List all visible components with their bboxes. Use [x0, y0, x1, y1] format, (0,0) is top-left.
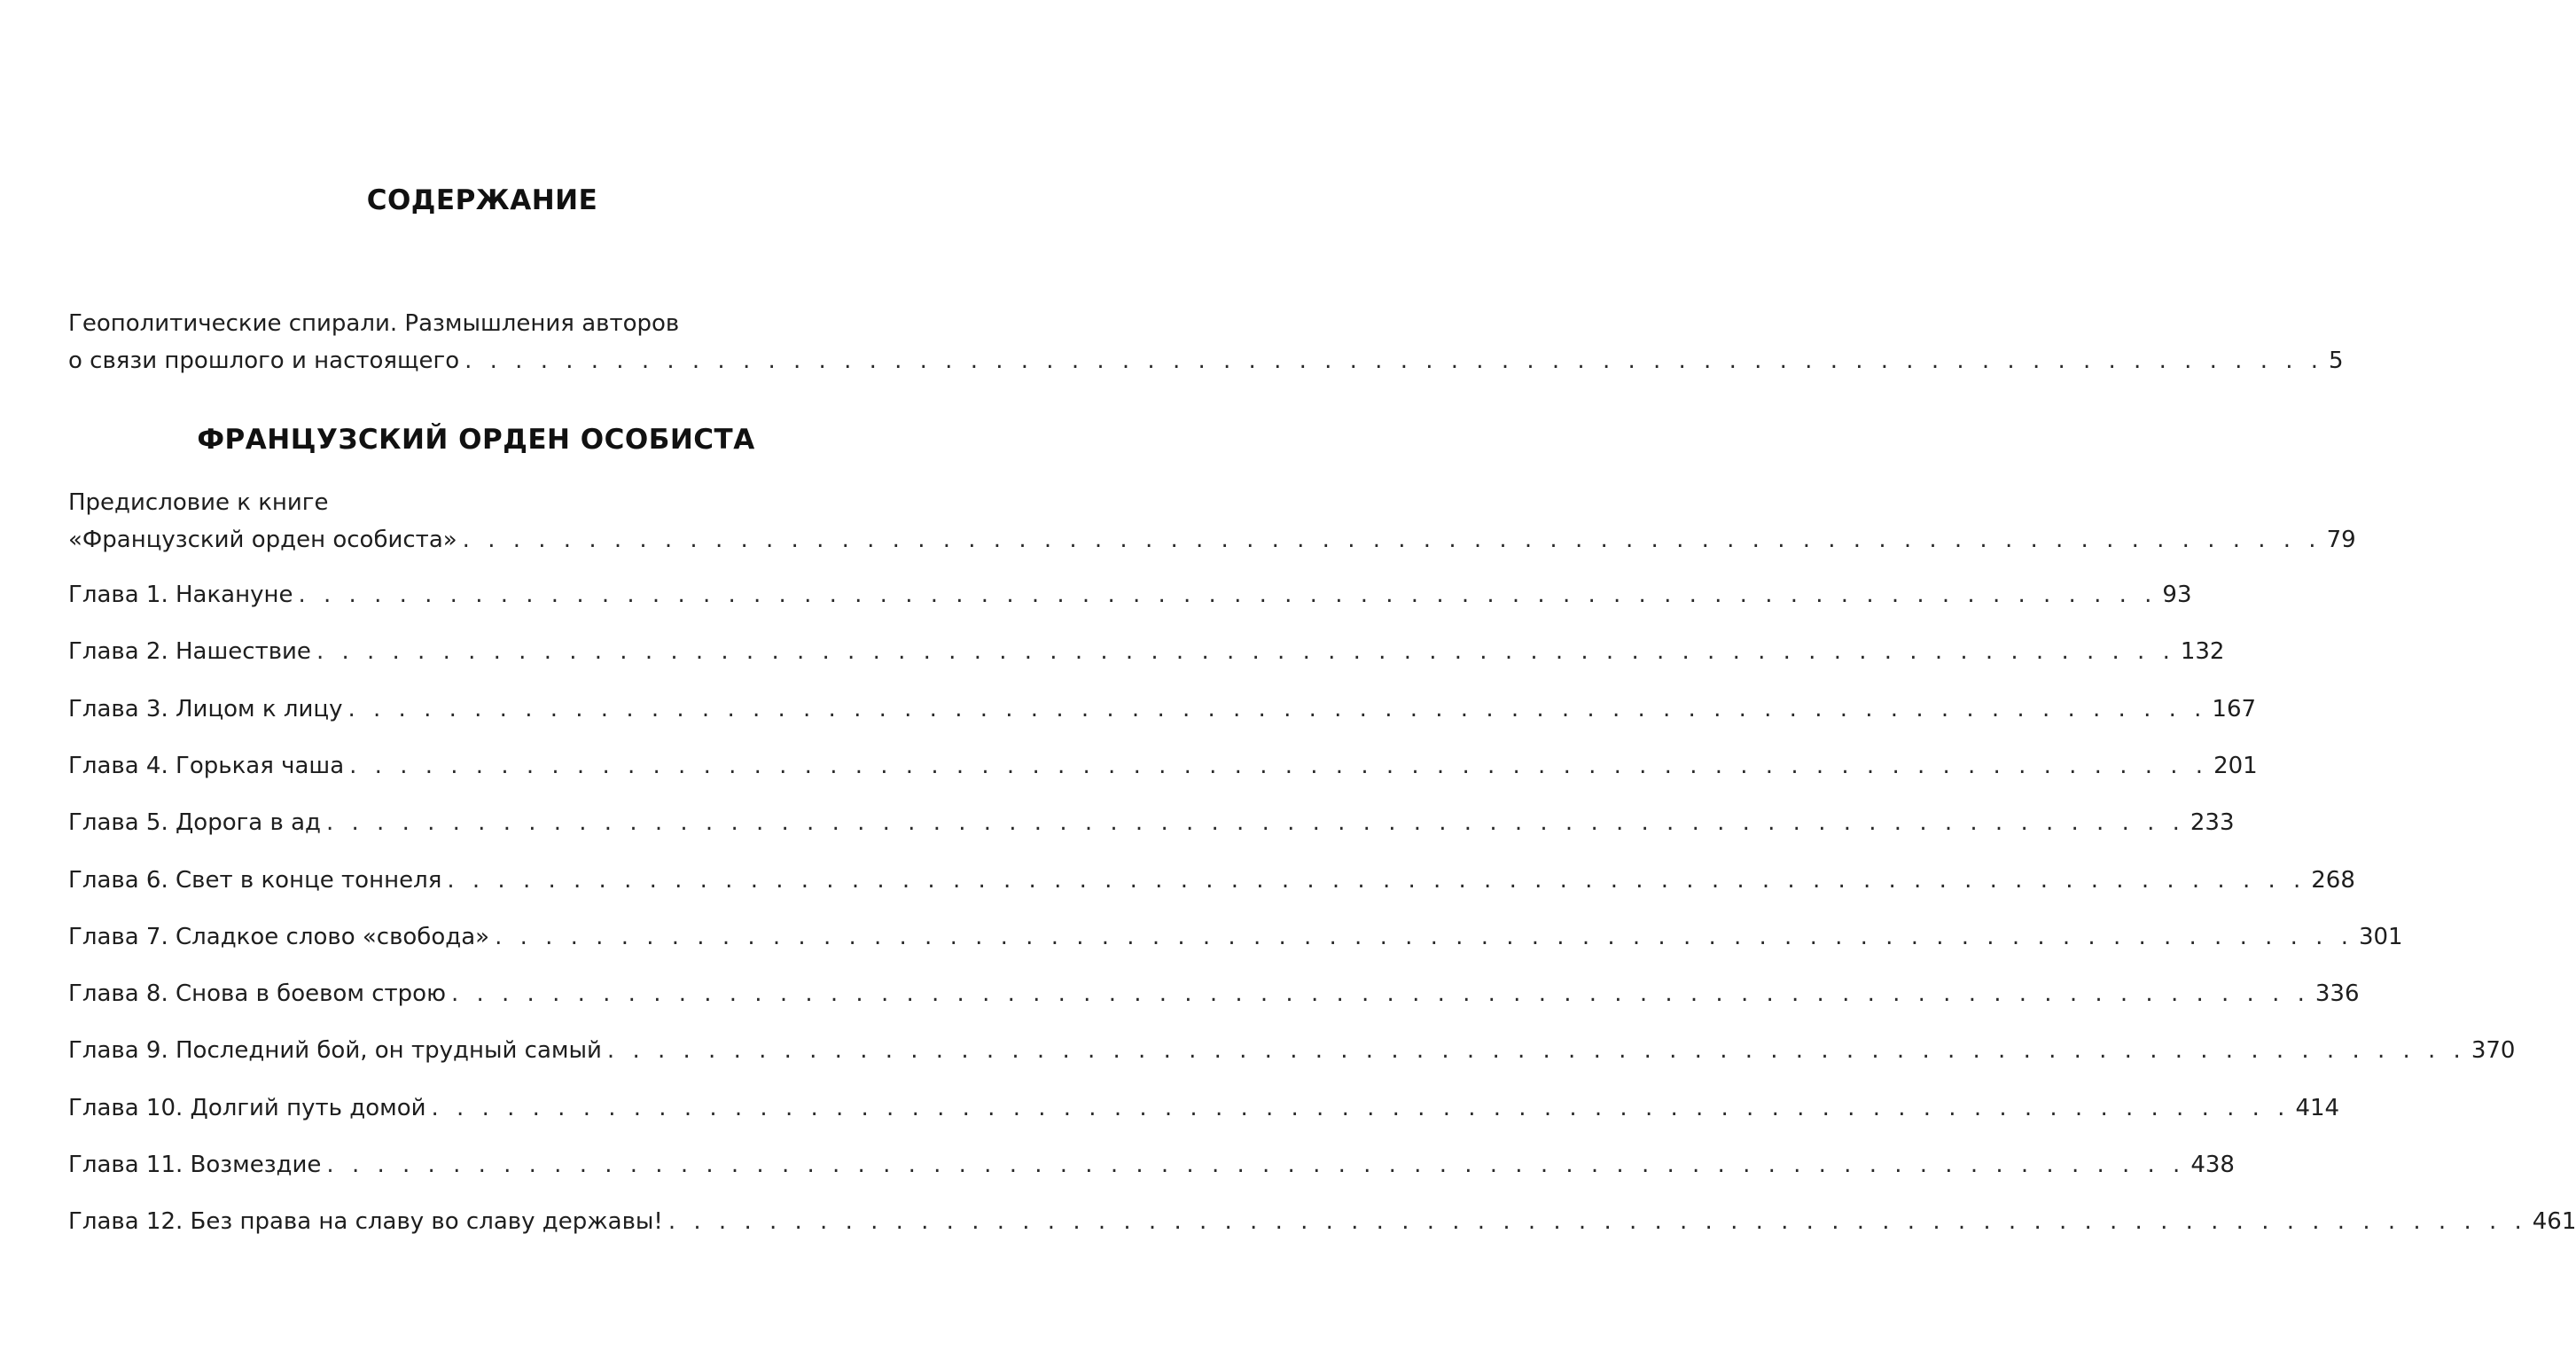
dot-leader: . . . . . . . . . . . . . . . . . . . . . . . . . . . . . . . . . . . . . . . . . . . . . . . . . . . . . . . . . . . . . . . . . . . . . . . . . .: [450, 980, 2310, 1007]
chapter-title: Глава 2. Нашествие: [68, 638, 311, 665]
toc-entry-title-line2: «Французский орден особиста»: [68, 527, 457, 553]
toc-entry-line: [68, 918, 2403, 956]
toc-entry-line: [68, 342, 2344, 379]
chapter-page: 201: [2213, 753, 2258, 779]
chapter-title: Глава 9. Последний бой, он трудный самый: [68, 1037, 602, 1064]
toc-entry-chapter-11[interactable]: [68, 1146, 2235, 1183]
chapter-page: 93: [2162, 582, 2192, 608]
dot-leader: . . . . . . . . . . . . . . . . . . . . . . . . . . . . . . . . . . . . . . . . . . . . . . . . . . . . . . . . . . . . . . . . . . . . . . . . . .: [464, 348, 2324, 374]
toc-entry-line: [68, 1032, 2516, 1069]
chapter-page: 132: [2180, 638, 2225, 665]
toc-entry-chapter-1[interactable]: [68, 576, 2192, 613]
toc-entry-preface[interactable]: [68, 484, 2356, 558]
dot-leader: . . . . . . . . . . . . . . . . . . . . . . . . . . . . . . . . . . . . . . . . . . . . . . . . . . . . . . . . . . . . . . . . . . . . . . . . . .: [667, 1208, 2527, 1235]
toc-title: СОДЕРЖАНИЕ: [366, 184, 598, 216]
toc-entry-line: [68, 691, 2257, 728]
section-title: ФРАНЦУЗСКИЙ ОРДЕН ОСОБИСТА: [197, 424, 755, 456]
toc-entry-line: [68, 1146, 2235, 1183]
toc-entry-intro[interactable]: [68, 305, 2344, 379]
toc-entry-chapter-12[interactable]: [68, 1203, 2576, 1240]
toc-entry-line: [68, 747, 2258, 785]
chapter-title: Глава 4. Горькая чаша: [68, 753, 345, 779]
chapter-page: 414: [2295, 1095, 2340, 1121]
toc-entry-line: [68, 1090, 2340, 1127]
dot-leader: . . . . . . . . . . . . . . . . . . . . . . . . . . . . . . . . . . . . . . . . . . . . . . . . . . . . . . . . . . . . . . . . . . . . . . . . . .: [606, 1037, 2466, 1064]
toc-entry-chapter-2[interactable]: [68, 633, 2225, 670]
toc-entry-line: [68, 975, 2360, 1012]
toc-entry-line: [68, 305, 766, 342]
chapter-title: Глава 11. Возмездие: [68, 1152, 322, 1178]
chapter-title: Глава 5. Дорога в ад: [68, 809, 321, 836]
toc-entry-chapter-4[interactable]: [68, 747, 2258, 785]
toc-entry-chapter-6[interactable]: [68, 862, 2355, 899]
toc-entry-chapter-7[interactable]: [68, 918, 2403, 956]
toc-entry-title-line1: Геополитические спирали. Размышления авторов: [68, 310, 680, 337]
toc-entry-line: [68, 521, 2356, 558]
chapter-title: Глава 6. Свет в конце тоннеля: [68, 867, 442, 894]
toc-entry-line: [68, 862, 2355, 899]
dot-leader: . . . . . . . . . . . . . . . . . . . . . . . . . . . . . . . . . . . . . . . . . . . . . . . . . . . . . . . . . . . . . . . . . . . . . . . . . .: [326, 1152, 2186, 1178]
chapter-title: Глава 8. Снова в боевом строю: [68, 980, 446, 1007]
toc-entry-chapter-8[interactable]: [68, 975, 2360, 1012]
toc-entry-chapter-10[interactable]: [68, 1090, 2340, 1127]
dot-leader: . . . . . . . . . . . . . . . . . . . . . . . . . . . . . . . . . . . . . . . . . . . . . . . . . . . . . . . . . . . . . . . . . . . . . . . . . .: [349, 753, 2209, 779]
toc-entry-chapter-9[interactable]: [68, 1032, 2516, 1069]
chapter-page: 301: [2358, 924, 2403, 950]
chapter-page: 167: [2212, 696, 2257, 722]
dot-leader: . . . . . . . . . . . . . . . . . . . . . . . . . . . . . . . . . . . . . . . . . . . . . . . . . . . . . . . . . . . . . . . . . . . . . . . . . .: [495, 924, 2354, 950]
dot-leader: . . . . . . . . . . . . . . . . . . . . . . . . . . . . . . . . . . . . . . . . . . . . . . . . . . . . . . . . . . . . . . . . . . . . . . . . . .: [462, 527, 2322, 553]
chapter-title: Глава 7. Сладкое слово «свобода»: [68, 924, 490, 950]
toc-entry-line: [68, 576, 2192, 613]
chapter-page: 336: [2314, 980, 2360, 1007]
dot-leader: . . . . . . . . . . . . . . . . . . . . . . . . . . . . . . . . . . . . . . . . . . . . . . . . . . . . . . . . . . . . . . . . . . . . . . . . . .: [447, 867, 2307, 894]
toc-entry-title-line1: Предисловие к книге: [68, 489, 329, 516]
toc-entry-line: [68, 804, 2235, 841]
toc-entry-chapter-5[interactable]: [68, 804, 2235, 841]
dot-leader: . . . . . . . . . . . . . . . . . . . . . . . . . . . . . . . . . . . . . . . . . . . . . . . . . . . . . . . . . . . . . . . . . . . . . . . . . .: [325, 809, 2185, 836]
toc-entry-line: [68, 1203, 2576, 1240]
chapter-title: Глава 1. Накануне: [68, 582, 293, 608]
dot-leader: . . . . . . . . . . . . . . . . . . . . . . . . . . . . . . . . . . . . . . . . . . . . . . . . . . . . . . . . . . . . . . . . . . . . . . . . . .: [316, 638, 2175, 665]
toc-entry-title-line2: о связи прошлого и настоящего: [68, 348, 460, 374]
toc-entry-line: [68, 484, 766, 521]
dot-leader: . . . . . . . . . . . . . . . . . . . . . . . . . . . . . . . . . . . . . . . . . . . . . . . . . . . . . . . . . . . . . . . . . . . . . . . . . .: [298, 582, 2158, 608]
chapter-title: Глава 3. Лицом к лицу: [68, 696, 343, 722]
toc-entry-page: 5: [2329, 348, 2344, 374]
dot-leader: . . . . . . . . . . . . . . . . . . . . . . . . . . . . . . . . . . . . . . . . . . . . . . . . . . . . . . . . . . . . . . . . . . . . . . . . . .: [347, 696, 2207, 722]
chapter-title: Глава 12. Без права на славу во славу державы!: [68, 1208, 663, 1235]
toc-entry-line: [68, 633, 2225, 670]
chapter-page: 233: [2190, 809, 2235, 836]
dot-leader: . . . . . . . . . . . . . . . . . . . . . . . . . . . . . . . . . . . . . . . . . . . . . . . . . . . . . . . . . . . . . . . . . . . . . . . . . .: [431, 1095, 2291, 1121]
chapter-page: 438: [2190, 1152, 2235, 1178]
chapter-page: 461: [2532, 1208, 2576, 1235]
chapter-page: 268: [2311, 867, 2355, 894]
chapter-title: Глава 10. Долгий путь домой: [68, 1095, 426, 1121]
toc-entry-chapter-3[interactable]: [68, 691, 2257, 728]
chapter-page: 370: [2471, 1037, 2516, 1064]
toc-entry-page: 79: [2326, 527, 2356, 553]
